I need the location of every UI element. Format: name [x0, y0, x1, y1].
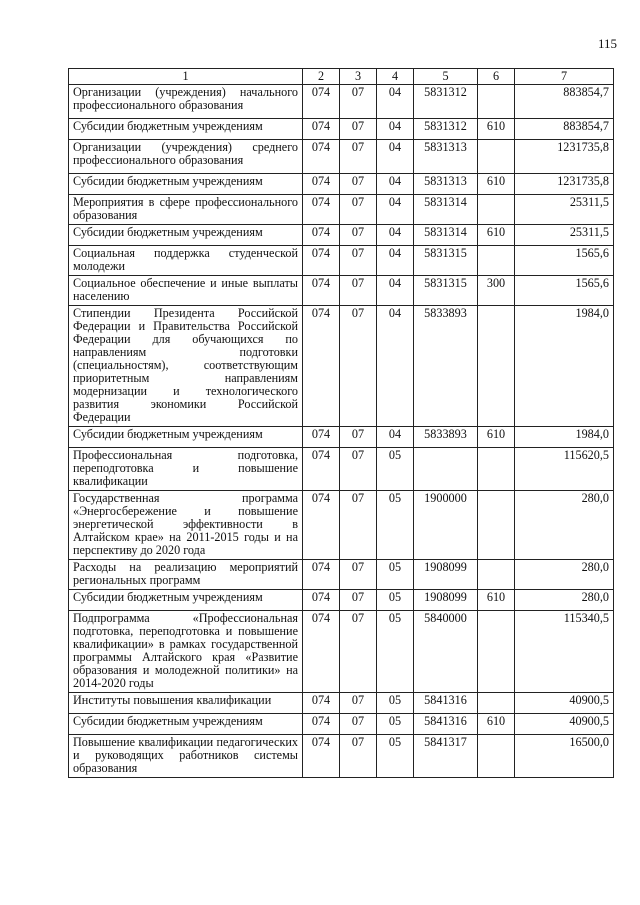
- ministry-code: 074: [303, 611, 340, 693]
- expense-type-code: [478, 491, 515, 560]
- expense-name: Субсидии бюджетным учреждениям: [69, 119, 303, 140]
- amount: 40900,5: [515, 693, 614, 714]
- expense-type-code: [478, 448, 515, 491]
- subsection-code: 05: [377, 714, 414, 735]
- table-row: [69, 560, 614, 590]
- subsection-code: 05: [377, 491, 414, 560]
- ministry-code: 074: [303, 560, 340, 590]
- section-code: 07: [340, 611, 377, 693]
- budget-table: [68, 68, 614, 778]
- expense-name: Повышение квалификации педагогических и руководящих работников системы образования: [69, 735, 303, 778]
- amount: 280,0: [515, 491, 614, 560]
- ministry-code: 074: [303, 225, 340, 246]
- expense-type-code: [478, 246, 515, 276]
- expense-type-code: 300: [478, 276, 515, 306]
- expense-type-code: 610: [478, 714, 515, 735]
- table-row: [69, 85, 614, 119]
- subsection-code: 04: [377, 119, 414, 140]
- expense-name: Подпрограмма «Профессиональная подготовка, переподготовка и повышение квалификации» в рамках государственной программы Алтайского края «Развитие образования и молодежной политики» на 2014-2020 годы: [69, 611, 303, 693]
- header-cell: 6: [478, 69, 515, 85]
- amount: 25311,5: [515, 225, 614, 246]
- table-row: [69, 590, 614, 611]
- expense-name: Субсидии бюджетным учреждениям: [69, 225, 303, 246]
- section-code: 07: [340, 140, 377, 174]
- expense-name: Субсидии бюджетным учреждениям: [69, 427, 303, 448]
- ministry-code: 074: [303, 491, 340, 560]
- expense-name: Государственная программа «Энергосбережение и повышение энергетической эффективности в Алтайском крае» на 2011-2015 годы и на перспективу до 2020 года: [69, 491, 303, 560]
- amount: 25311,5: [515, 195, 614, 225]
- table-row: [69, 735, 614, 778]
- section-code: 07: [340, 735, 377, 778]
- target-code: 1908099: [414, 590, 478, 611]
- table-row: [69, 611, 614, 693]
- expense-name: Субсидии бюджетным учреждениям: [69, 590, 303, 611]
- target-code: 5831315: [414, 276, 478, 306]
- expense-type-code: 610: [478, 119, 515, 140]
- header-cell: 7: [515, 69, 614, 85]
- subsection-code: 04: [377, 306, 414, 427]
- ministry-code: 074: [303, 306, 340, 427]
- ministry-code: 074: [303, 735, 340, 778]
- table-row: [69, 714, 614, 735]
- table-row: [69, 246, 614, 276]
- target-code: 5831315: [414, 246, 478, 276]
- amount: 115340,5: [515, 611, 614, 693]
- table-row: [69, 276, 614, 306]
- section-code: 07: [340, 427, 377, 448]
- amount: 115620,5: [515, 448, 614, 491]
- subsection-code: 04: [377, 427, 414, 448]
- subsection-code: 05: [377, 611, 414, 693]
- section-code: 07: [340, 246, 377, 276]
- expense-name: Организации (учреждения) начального профессионального образования: [69, 85, 303, 119]
- table-row: [69, 195, 614, 225]
- table-row: [69, 491, 614, 560]
- expense-type-code: 610: [478, 225, 515, 246]
- expense-type-code: [478, 195, 515, 225]
- table-row: [69, 225, 614, 246]
- section-code: 07: [340, 306, 377, 427]
- target-code: 5831314: [414, 225, 478, 246]
- ministry-code: 074: [303, 693, 340, 714]
- subsection-code: 04: [377, 246, 414, 276]
- section-code: 07: [340, 119, 377, 140]
- amount: 1231735,8: [515, 140, 614, 174]
- ministry-code: 074: [303, 119, 340, 140]
- ministry-code: 074: [303, 195, 340, 225]
- ministry-code: 074: [303, 174, 340, 195]
- amount: 1565,6: [515, 246, 614, 276]
- subsection-code: 05: [377, 560, 414, 590]
- section-code: 07: [340, 590, 377, 611]
- amount: 16500,0: [515, 735, 614, 778]
- subsection-code: 04: [377, 225, 414, 246]
- amount: 883854,7: [515, 85, 614, 119]
- section-code: 07: [340, 85, 377, 119]
- ministry-code: 074: [303, 85, 340, 119]
- amount: 1565,6: [515, 276, 614, 306]
- section-code: 07: [340, 174, 377, 195]
- subsection-code: 05: [377, 448, 414, 491]
- expense-name: Институты повышения квалификации: [69, 693, 303, 714]
- expense-name: Субсидии бюджетным учреждениям: [69, 714, 303, 735]
- target-code: 1908099: [414, 560, 478, 590]
- amount: 280,0: [515, 560, 614, 590]
- target-code: 5841316: [414, 714, 478, 735]
- target-code: 5840000: [414, 611, 478, 693]
- section-code: 07: [340, 448, 377, 491]
- expense-type-code: [478, 735, 515, 778]
- subsection-code: 04: [377, 140, 414, 174]
- subsection-code: 05: [377, 693, 414, 714]
- ministry-code: 074: [303, 448, 340, 491]
- expense-name: Профессиональная подготовка, переподготовка и повышение квалификации: [69, 448, 303, 491]
- expense-type-code: [478, 85, 515, 119]
- amount: 40900,5: [515, 714, 614, 735]
- table-row: [69, 693, 614, 714]
- target-code: 5833893: [414, 427, 478, 448]
- table-row: [69, 427, 614, 448]
- expense-type-code: [478, 140, 515, 174]
- target-code: 5831312: [414, 85, 478, 119]
- amount: 1231735,8: [515, 174, 614, 195]
- expense-type-code: 610: [478, 590, 515, 611]
- amount: 1984,0: [515, 306, 614, 427]
- amount: 1984,0: [515, 427, 614, 448]
- expense-type-code: 610: [478, 174, 515, 195]
- expense-type-code: 610: [478, 427, 515, 448]
- subsection-code: 04: [377, 85, 414, 119]
- subsection-code: 04: [377, 195, 414, 225]
- expense-type-code: [478, 693, 515, 714]
- table-header: [69, 69, 614, 85]
- expense-type-code: [478, 611, 515, 693]
- subsection-code: 05: [377, 735, 414, 778]
- target-code: 5831312: [414, 119, 478, 140]
- target-code: 1900000: [414, 491, 478, 560]
- section-code: 07: [340, 714, 377, 735]
- section-code: 07: [340, 560, 377, 590]
- page-number: 115: [598, 36, 618, 51]
- header-cell: 3: [340, 69, 377, 85]
- header-cell: 1: [69, 69, 303, 85]
- ministry-code: 074: [303, 714, 340, 735]
- target-code: 5833893: [414, 306, 478, 427]
- expense-name: Субсидии бюджетным учреждениям: [69, 174, 303, 195]
- table-row: [69, 140, 614, 174]
- table-row: [69, 119, 614, 140]
- target-code: 5841317: [414, 735, 478, 778]
- ministry-code: 074: [303, 427, 340, 448]
- header-cell: 5: [414, 69, 478, 85]
- expense-name: Стипендии Президента Российской Федерации и Правительства Российской Федерации для обучающихся по направлениям подготовки (специальностям), соответствующим приоритетным направлениям модернизации и технологического развития экономики Российской Федерации: [69, 306, 303, 427]
- ministry-code: 074: [303, 140, 340, 174]
- expense-type-code: [478, 306, 515, 427]
- section-code: 07: [340, 225, 377, 246]
- ministry-code: 074: [303, 276, 340, 306]
- table-row: [69, 306, 614, 427]
- ministry-code: 074: [303, 590, 340, 611]
- table-row: [69, 448, 614, 491]
- amount: 280,0: [515, 590, 614, 611]
- table-row: [69, 174, 614, 195]
- expense-name: Мероприятия в сфере профессионального образования: [69, 195, 303, 225]
- section-code: 07: [340, 195, 377, 225]
- section-code: 07: [340, 693, 377, 714]
- header-cell: 2: [303, 69, 340, 85]
- section-code: 07: [340, 491, 377, 560]
- subsection-code: 04: [377, 276, 414, 306]
- table-body: [69, 85, 614, 778]
- expense-name: Социальное обеспечение и иные выплаты населению: [69, 276, 303, 306]
- target-code: 5831314: [414, 195, 478, 225]
- section-code: 07: [340, 276, 377, 306]
- subsection-code: 05: [377, 590, 414, 611]
- target-code: [414, 448, 478, 491]
- expense-name: Расходы на реализацию мероприятий региональных программ: [69, 560, 303, 590]
- target-code: 5841316: [414, 693, 478, 714]
- target-code: 5831313: [414, 140, 478, 174]
- header-cell: 4: [377, 69, 414, 85]
- expense-name: Организации (учреждения) среднего профессионального образования: [69, 140, 303, 174]
- expense-name: Социальная поддержка студенческой молодежи: [69, 246, 303, 276]
- amount: 883854,7: [515, 119, 614, 140]
- target-code: 5831313: [414, 174, 478, 195]
- ministry-code: 074: [303, 246, 340, 276]
- expense-type-code: [478, 560, 515, 590]
- subsection-code: 04: [377, 174, 414, 195]
